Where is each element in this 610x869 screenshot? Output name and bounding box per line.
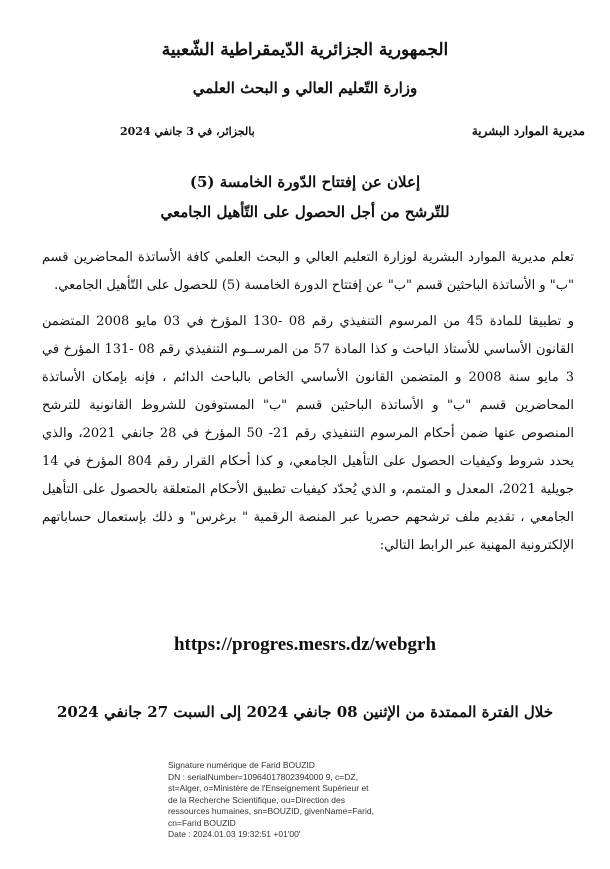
application-period: خلال الفترة الممتدة من الإثنين 08 جانفي 2024 إلى السبت 27 جانفي 2024 [56,703,554,721]
meta-row [120,124,585,144]
republic-heading: الجمهورية الجزائرية الدّيمقراطية الشّعبية [161,40,449,60]
announcement-subtitle: للتّرشح من أجل الحصول على التّأهيل الجامعي [160,203,450,221]
directorate-label: مديرية الموارد البشرية [471,124,585,138]
date-line: بالجزائر، في 3 جانفي 2024 [120,125,255,138]
body-paragraph-1: تعلم مديرية الموارد البشرية لوزارة التعليم العالي و البحث العلمي كافة الأساتذة المحاضرين قسم "ب" و الأساتذة الباحثين قسم "ب" عن إفتتاح الدورة الخامسة (5) للحصول على التّأهيل الجامعي. [42,250,574,293]
body-paragraph-2: و تطبيقا للمادة 45 من المرسوم التنفيذي رقم 08 -130 المؤرخ في 03 مايو 2008 المتضمن القانون الأساسي للأستاذ الباحث و كذا المادة 57 من المرســوم التنفيذي رقم 08 -131 المؤرخ في 3 مايو سنة 2008 و المتضمن القانون الأساسي الخاص بالباحث الدائم ، فإنه بإمكان الأساتذة المحاضرين قسم "ب" و الأساتذة الباحثين قسم "ب" المستوفون للشروط القانونية للترشح المنصوص عنها ضمن أحكام المرسوم التنفيذي رقم 21- 50 المؤرخ في 28 جانفي 2021، والذي يحدد شروط وكيفيات الحصول على التأهيل الجامعي، و كذا أحكام القرار رقم 804 المؤرخ في 14 جويلية 2021، المعدل و المتمم، و الذي يُحدّد كيفيات تطبيق الأحكام المتعلقة بالحصول على التأهيل الجامعي ، تقديم ملف ترشحهم حصريا عبر المنصة الرقمية " برغرس" و ذلك بإستعمال حساباتهم الإلكترونية المهنية عبر الرابط التالي: [42,314,575,553]
platform-link[interactable]: https://progres.mesrs.dz/webgrh [173,634,437,655]
ministry-heading: وزارة التّعليم العالي و البحث العلمي [192,79,418,97]
digital-signature: Signature numérique de Farid BOUZID DN : serialNumber=10964017802394000 9, c=DZ, st=Alger, o=Ministère de l'Enseignement Supérieur et de la Recherche Scientifique, ou=Direction des ressources humaines, sn=BOUZID, givenName=Farid, cn=Farid BOUZID Date : 2024.01.03 19:32:51 +01'00' [168,760,374,839]
announcement-body [42,244,574,568]
announcement-title: إعلان عن إفتتاح الدّورة الخامسة (5) [189,173,421,191]
